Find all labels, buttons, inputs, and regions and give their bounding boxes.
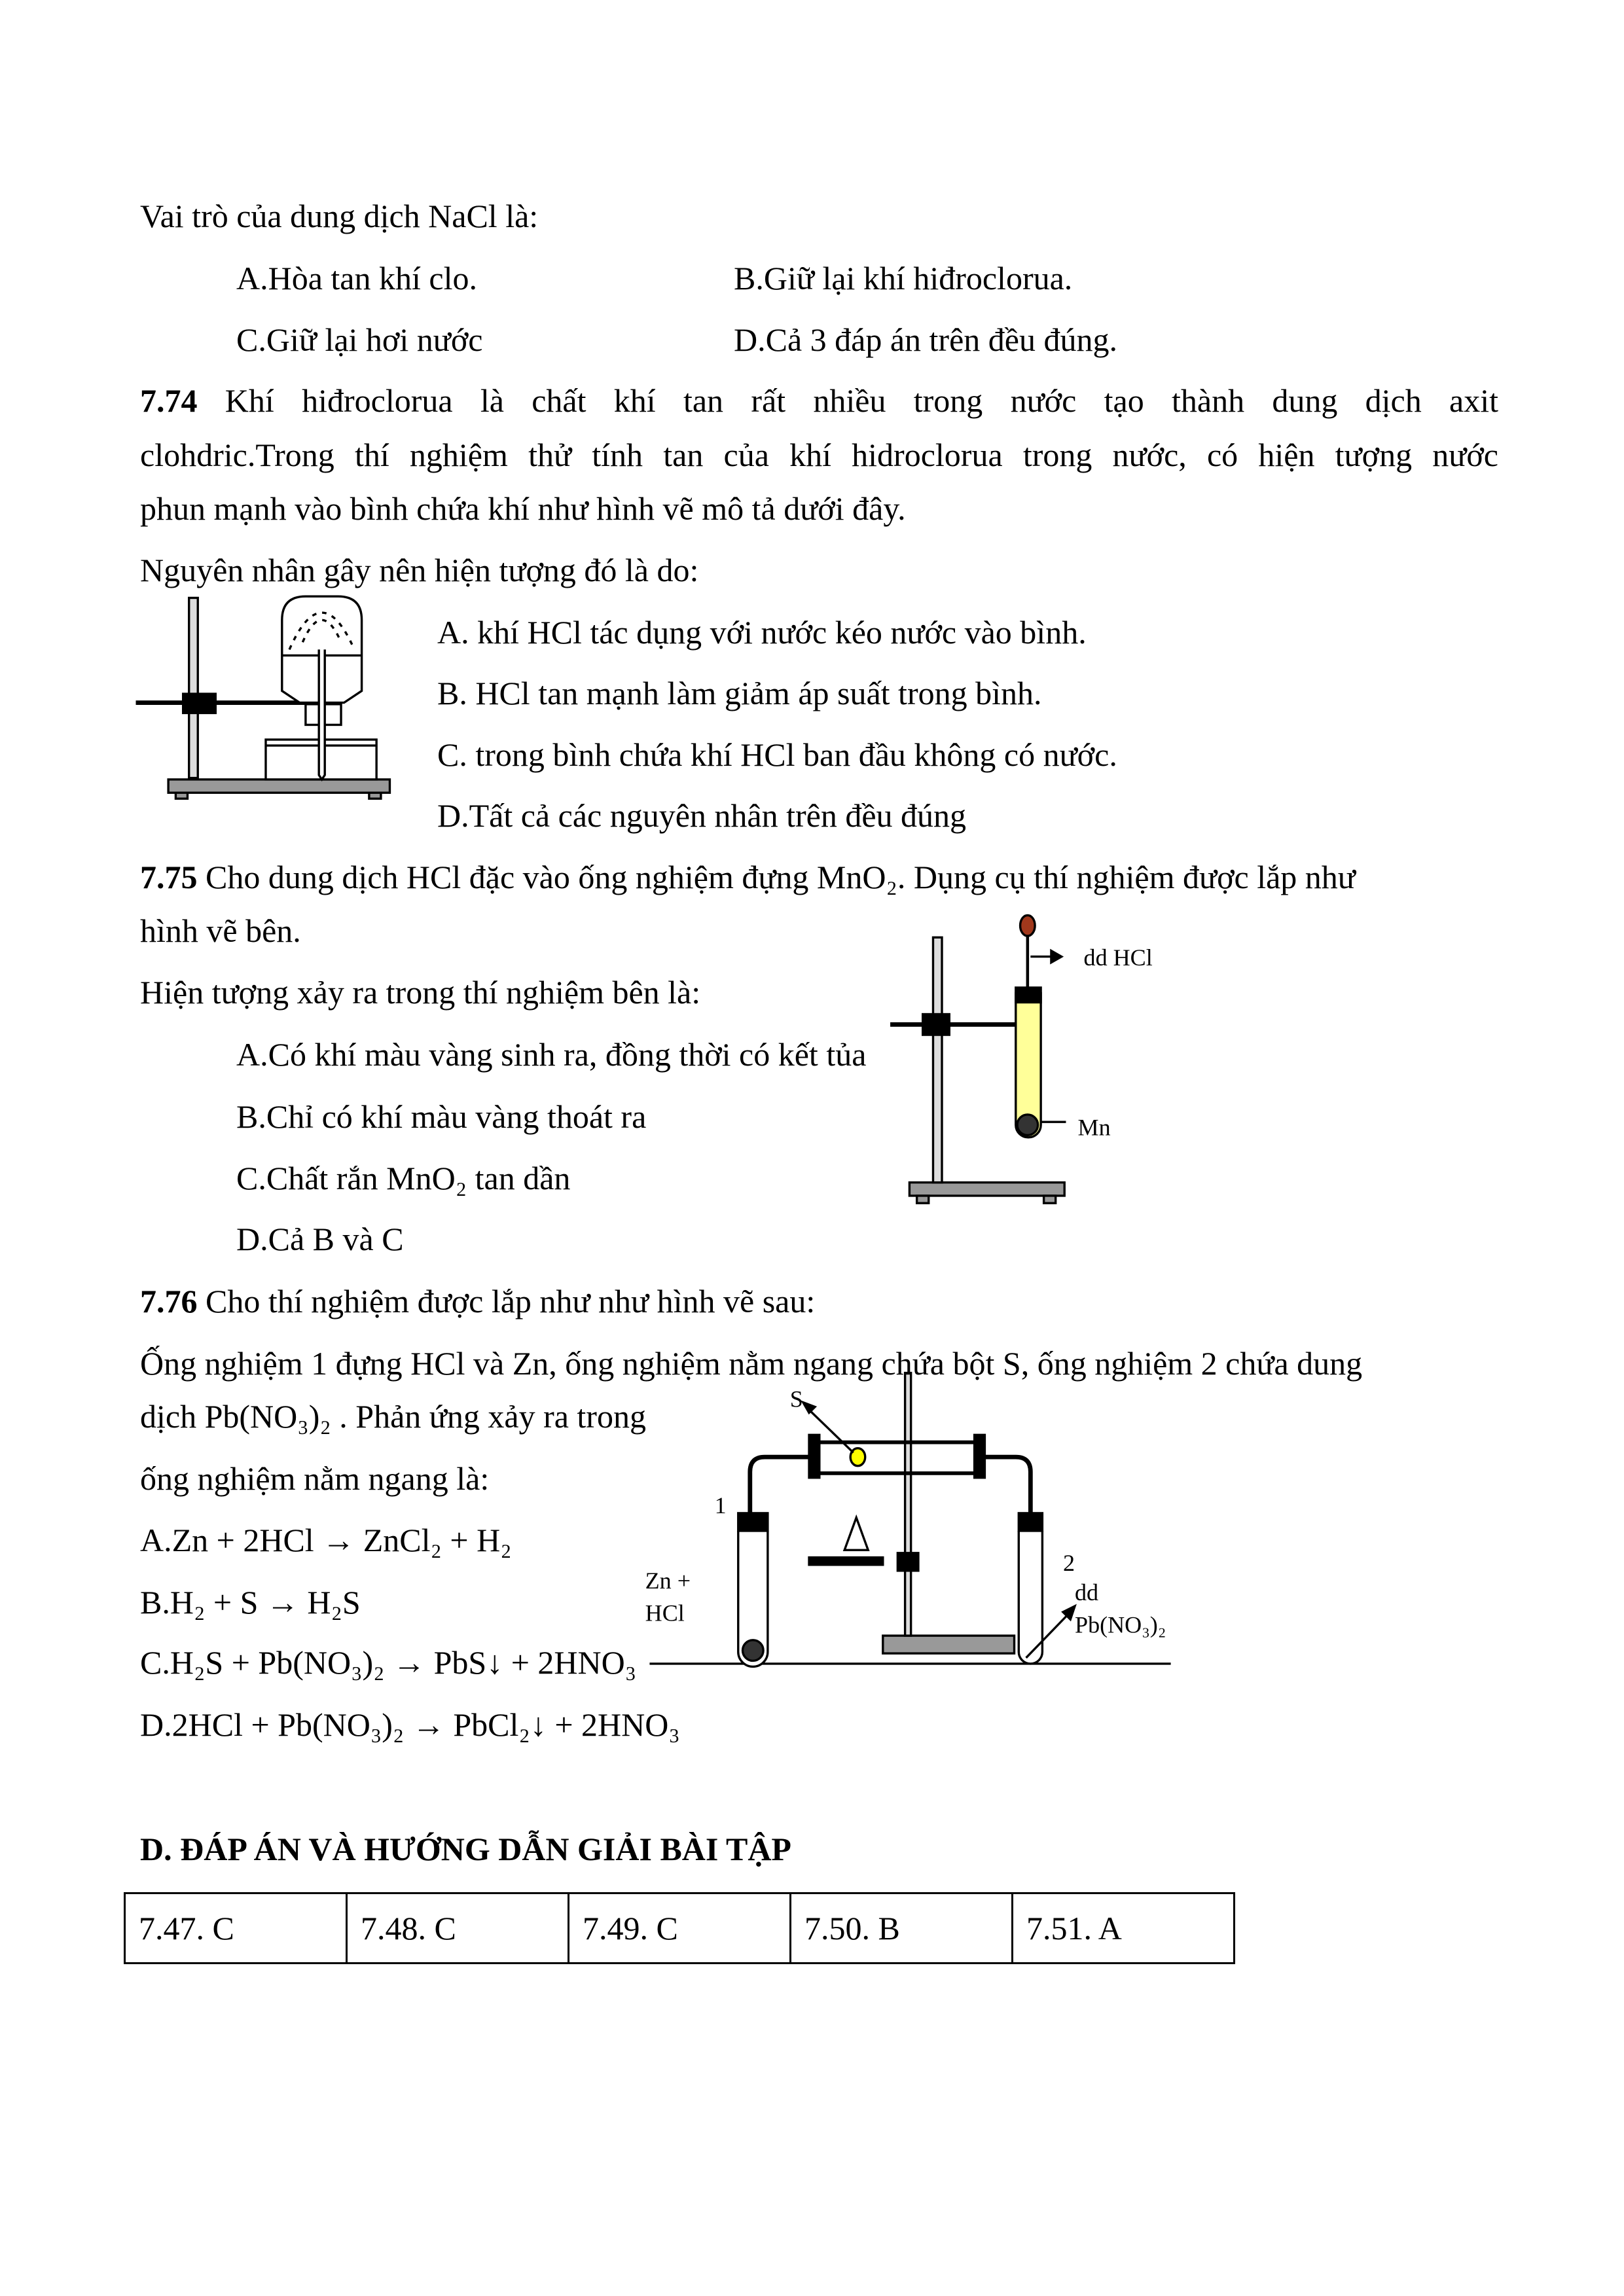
q774-option-d: D.Tất cả các nguyên nhân trên đều đúng [437, 797, 967, 834]
q775-number: 7.75 [140, 859, 198, 895]
q774-line2: clohdric.Trong thí nghiệm thử tính tan của khí hidroclorua trong nước, có hiện tượng nước [140, 437, 1498, 473]
label-tube-2: 2 [1062, 1549, 1075, 1576]
q776-option-c: C.H₂S + Pb(NO₃)₂ → PbS↓ + 2HNO₃ [140, 1644, 637, 1681]
q773-option-d: D.Cả 3 đáp án trên đều đúng. [734, 321, 1117, 358]
label-dd: dd [1075, 1579, 1099, 1605]
mno2-hcl-figure [890, 915, 1153, 1203]
q776-line3: dịch Pb(NO₃)₂ . Phản ứng xảy ra trong [140, 1398, 646, 1435]
q776-line1 [140, 1282, 815, 1321]
answer-table [124, 1892, 1235, 1964]
q774-number: 7.74 [140, 382, 198, 419]
section-d-heading: D. ĐÁP ÁN VÀ HƯỚNG DẪN GIẢI BÀI TẬP [140, 1831, 791, 1867]
q773-option-b: B.Giữ lại khí hiđroclorua. [734, 260, 1073, 296]
q774-line3: phun mạnh vào bình chứa khí như hình vẽ mô tả dưới đây. [140, 490, 906, 527]
q774-line1 [140, 381, 1498, 420]
q775-text1: Cho dung dịch HCl đặc vào ống nghiệm đựng MnO₂. Dụng cụ thí nghiệm được lắp như [206, 859, 1356, 895]
q776-line4: ống nghiệm nằm ngang là: [140, 1460, 490, 1497]
q776-number: 7.76 [140, 1283, 198, 1319]
h2s-apparatus-figure [645, 1373, 1171, 1667]
q776-option-d: D.2HCl + Pb(NO₃)₂ → PbCl₂↓ + 2HNO₃ [140, 1706, 680, 1743]
q775-question: Hiện tượng xảy ra trong thí nghiệm bên là: [140, 974, 701, 1011]
q774-option-c: C. trong bình chứa khí HCl ban đầu không có nước. [437, 736, 1117, 773]
q776-text1: Cho thí nghiệm được lắp như như hình vẽ sau: [206, 1283, 816, 1319]
answer-cell: 7.48. C [347, 1893, 569, 1964]
q775-option-c: C.Chất rắn MnO₂ tan dần [236, 1160, 571, 1196]
answer-cell: 7.47. C [125, 1893, 347, 1964]
q775-line1 [140, 857, 1356, 897]
q774-option-a: A. khí HCl tác dụng với nước kéo nước vào bình. [437, 614, 1087, 651]
q774-text1: Khí hiđroclorua là chất khí tan rất nhiều trong nước tạo thành dung dịch axit [225, 382, 1499, 419]
label-hcl: HCl [645, 1600, 685, 1626]
q773-option-a: A.Hòa tan khí clo. [236, 260, 477, 296]
label-zn: Zn + [645, 1567, 691, 1594]
q776-line2: Ống nghiệm 1 đựng HCl và Zn, ống nghiệm nằm ngang chứa bột S, ống nghiệm 2 chứa dung [140, 1345, 1363, 1382]
label-pb-no3: Pb(NO₃)₂ [1075, 1611, 1166, 1638]
table-row [125, 1893, 1235, 1964]
q776-option-b: B.H₂ + S → H₂S [140, 1584, 361, 1621]
answer-cell: 7.50. B [791, 1893, 1013, 1964]
label-dd-hcl: dd HCl [1083, 944, 1153, 971]
label-mn: Mn [1077, 1114, 1111, 1141]
q775-option-a: A.Có khí màu vàng sinh ra, đồng thời có kết tủa [236, 1036, 867, 1073]
q774-question: Nguyên nhân gây nên hiện tượng đó là do: [140, 552, 699, 588]
label-s: S [789, 1386, 803, 1412]
q773-option-c: C.Giữ lại hơi nước [236, 321, 483, 358]
answer-cell: 7.51. A [1013, 1893, 1235, 1964]
answer-cell: 7.49. C [569, 1893, 791, 1964]
label-tube-1: 1 [714, 1492, 727, 1518]
q775-line2: hình vẽ bên. [140, 912, 301, 949]
q775-option-d: D.Cả B và C [236, 1221, 404, 1257]
q776-option-a: A.Zn + 2HCl → ZnCl₂ + H₂ [140, 1522, 512, 1558]
q775-option-b: B.Chỉ có khí màu vàng thoát ra [236, 1098, 647, 1135]
q773-stem: Vai trò của dung dịch NaCl là: [140, 198, 539, 234]
fountain-experiment-figure [136, 596, 390, 798]
q774-option-b: B. HCl tan mạnh làm giảm áp suất trong bình. [437, 675, 1042, 711]
